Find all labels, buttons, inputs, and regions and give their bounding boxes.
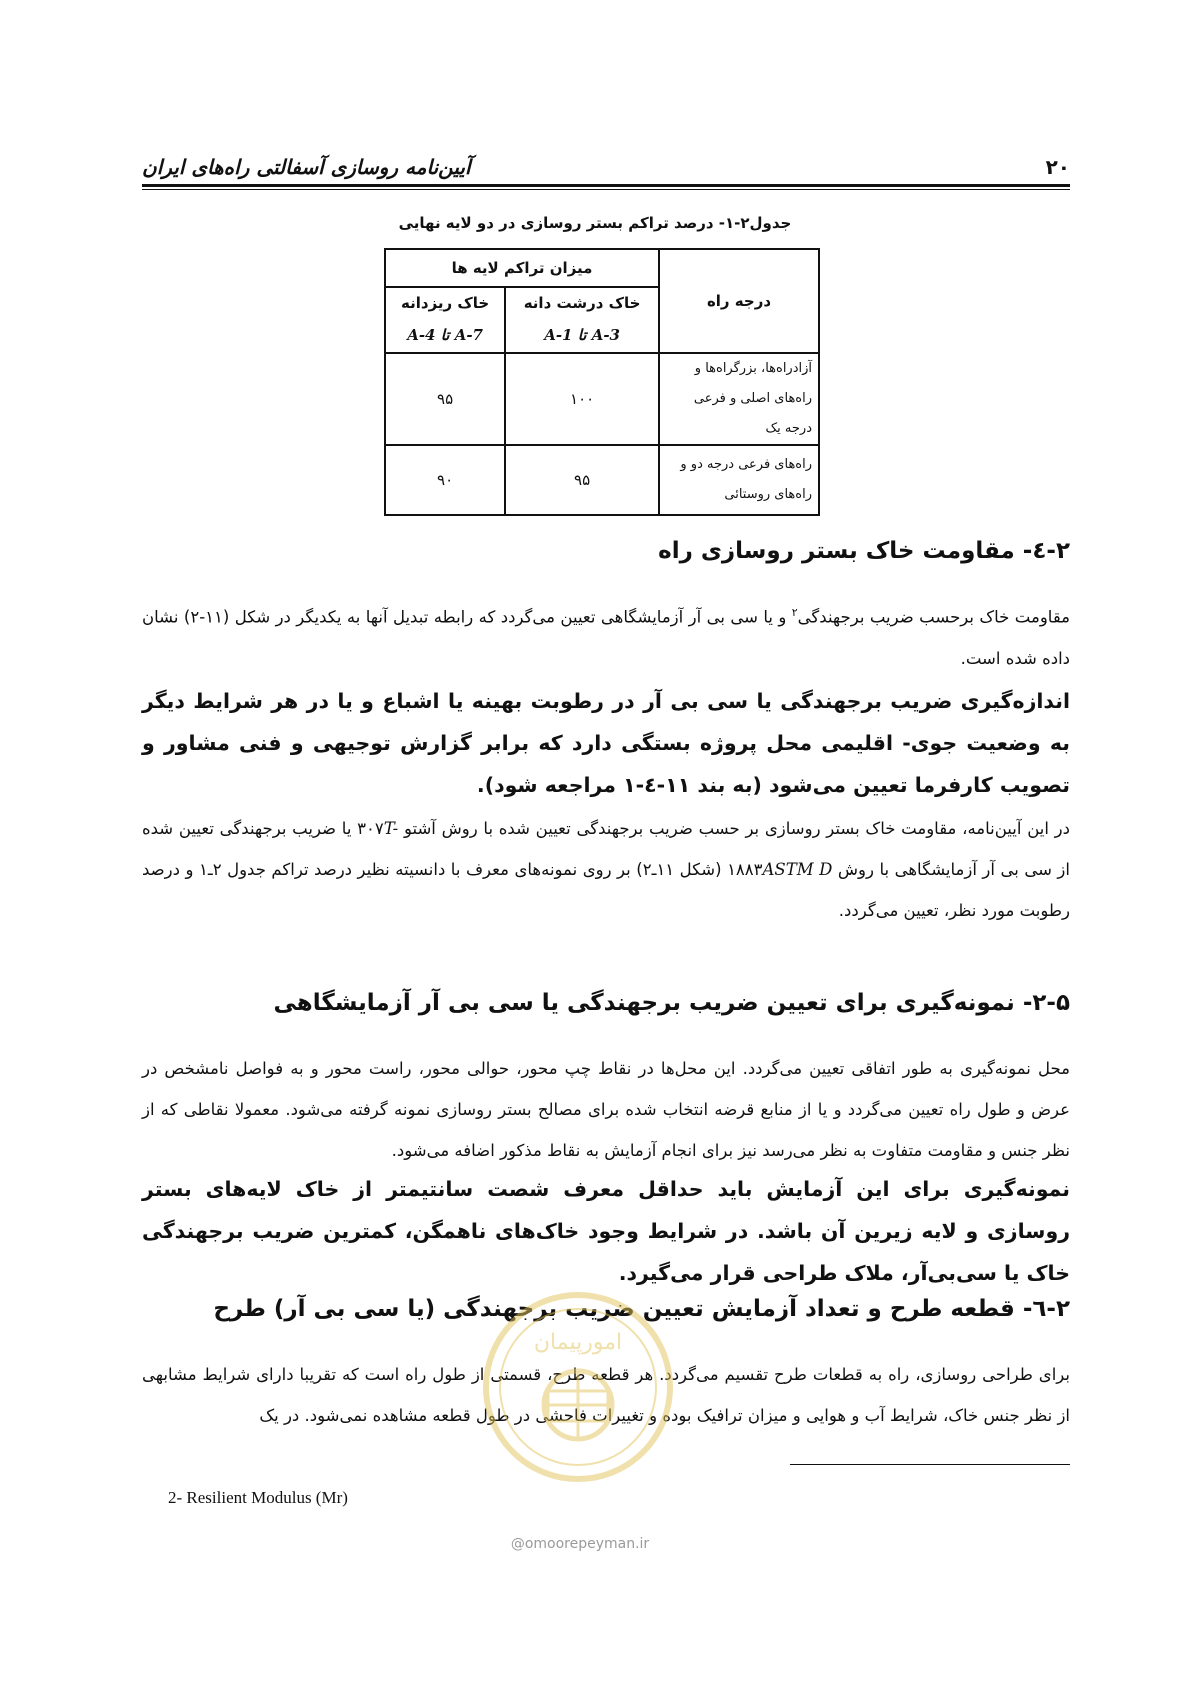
page-number: ۲۰ (1045, 155, 1070, 179)
at-icon: @ (510, 1536, 525, 1552)
watermark-url: @omoorepeyman.ir (510, 1536, 650, 1552)
section-heading-2-4: ۲-٤- مقاومت خاک بستر روسازی راه (658, 538, 1070, 564)
footnote: 2- Resilient Modulus (Mr) (168, 1488, 348, 1507)
paragraph: برای طراحی روسازی، راه به قطعات طرح تقسیم می‌گردد. هر قطعه طرح، قسمتی از طول راه است که تقریبا دارای شرایط مشابهی از نظر جنس خاک، شرایط آب و هوایی و میزان ترافیک بوده و تغییرات فاحشی در طول قطعه مشاهده نمی‌شود. در یک (142, 1365, 1070, 1425)
range-fine: A-4 تا A-7 (385, 318, 505, 353)
cell-coarse: ۹۵ (505, 445, 659, 515)
cell-road: راه‌های فرعی درجه دو و راه‌های روستائی (659, 445, 819, 515)
header-rule (142, 184, 1070, 187)
paragraph-bold: نمونه‌گیری برای این آزمایش باید حداقل معرف شصت سانتیمتر از خاک لایه‌های بستر روسازی و لایه زیرین آن باشد. در شرایط وجود خاک‌های ناهمگن، کمترین ضریب برجهندگی خاک یا سی‌بی‌آر، ملاک طراحی قرار می‌گیرد. (142, 1177, 1070, 1285)
compaction-table (384, 248, 820, 516)
watermark-logo (478, 1287, 678, 1487)
section-heading-2-5: ۲-۵- نمونه‌گیری برای تعیین ضریب برجهندگی یا سی بی آر آزمایشگاهی (273, 990, 1070, 1016)
column-header-compaction: میزان تراکم لایه ها (385, 249, 659, 287)
running-title: آیین‌نامه روسازی آسفالتی راه‌های ایران (142, 155, 471, 179)
paragraph: محل نمونه‌گیری به طور اتفاقی تعیین می‌گردد. این محل‌ها در نقاط چپ محور، حوالی محور، راست محور و به فواصل نامشخص در عرض و طول راه تعیین می‌گردد و یا از منابع قرضه انتخاب شده برای مصالح بستر روسازی نمونه گرفته می‌شود. معمولا نقاطی که از نظر جنس و مقاومت متفاوت به نظر می‌رسد نیز برای انجام آزمایش به نقاط مذکور اضافه می‌شود. (142, 1059, 1070, 1160)
table-row (385, 445, 819, 515)
header-rule-thin (142, 189, 1070, 190)
column-header-road: درجه راه (659, 249, 819, 353)
range-coarse: A-1 تا A-3 (505, 318, 659, 353)
table-caption: جدول۲-۱- درصد تراکم بستر روسازی در دو لایه نهایی (398, 214, 792, 232)
footnote-ref: ۲ (791, 606, 798, 619)
cell-fine: ۹۵ (385, 353, 505, 445)
section-heading-2-6: ۲-٦- قطعه طرح و تعداد آزمایش تعیین ضریب برجهندگی (یا سی بی آر) طرح (213, 1296, 1070, 1322)
page-header (142, 152, 1070, 182)
paragraph: مقاومت خاک برحسب ضریب برجهندگی$^۲$ و یا سی بی آر آزمایشگاهی تعیین می‌گردد که رابطه تبدیل آنها به یکدیگر در شکل (۱۱-۲) نشان داده شده است. (142, 606, 1071, 668)
footnote-rule (790, 1464, 1070, 1465)
column-header-coarse: خاک درشت دانه (505, 287, 659, 318)
cell-coarse: ۱۰۰ (505, 353, 659, 445)
svg-text:امورپیمان: امورپیمان (533, 1330, 623, 1355)
paragraph: در این آیین‌نامه، مقاومت خاک بستر روسازی بر حسب ضریب برجهندگی تعیین شده با روش آشتو T-۳۰۷ یا ضریب برجهندگی تعیین شده از سی بی آر آزمایشگاهی با روش ASTM D۱۸۸۳ (شکل ۱۱ـ۲) بر روی نمونه‌های معرف با دانسیته نظیر درصد تراکم جدول ۲ـ۱ و درصد رطوبت مورد نظر، تعیین می‌گردد. (142, 819, 1070, 920)
paragraph-bold: اندازه‌گیری ضریب برجهندگی یا سی بی آر در رطوبت بهینه یا اشباع و یا در هر شرایط دیگر به وضعیت جوی- اقلیمی محل پروژه بستگی دارد که برابر گزارش توجیهی و فنی مشاور و تصویب کارفرما تعیین می‌شود (به بند ۱۱-٤-۱ مراجعه شود). (142, 689, 1070, 797)
column-header-fine: خاک ریزدانه (385, 287, 505, 318)
cell-road: آزادراه‌ها، بزرگراه‌ها و راه‌های اصلی و فرعی درجه یک (659, 353, 819, 445)
table-row (385, 353, 819, 445)
cell-fine: ۹۰ (385, 445, 505, 515)
